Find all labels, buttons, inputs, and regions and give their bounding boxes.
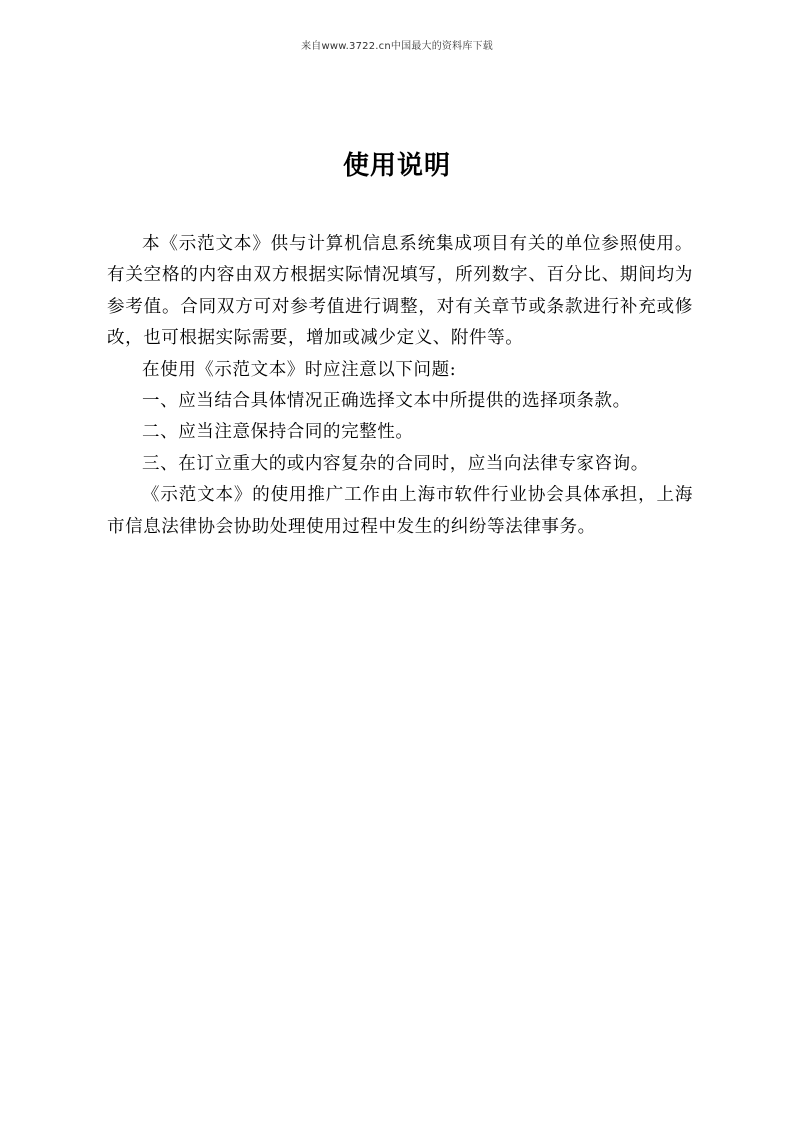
paragraph-note-one: 一、应当结合具体情况正确选择文本中所提供的选择项条款。	[142, 391, 631, 412]
document-title: 使用说明	[342, 151, 451, 181]
paragraph-usage-scope: 本《示范文本》供与计算机信息系统集成项目有关的单位参照使用。有关空格的内容由双方根据实际情况填写，所列数字、百分比、期间均为参考值。合同双方可对参考值进行调整，对有关章节或条款进行补充或修改，也可根据实际需要，增加或减少定义、附件等。	[107, 234, 693, 349]
paragraph-note-three: 三、在订立重大的或内容复杂的合同时，应当向法律专家咨询。	[142, 453, 649, 474]
document-body	[107, 229, 693, 543]
paragraph-notes-intro: 在使用《示范文本》时应注意以下问题:	[142, 359, 457, 380]
source-header-note: 来自www.3722.cn中国最大的资料库下载	[301, 41, 493, 52]
paragraph-promotion: 《示范文本》的使用推广工作由上海市软件行业协会具体承担，上海市信息法律协会协助处理使用过程中发生的纠纷等法律事务。	[107, 485, 693, 537]
paragraph-note-two: 二、应当注意保持合同的完整性。	[142, 422, 414, 443]
